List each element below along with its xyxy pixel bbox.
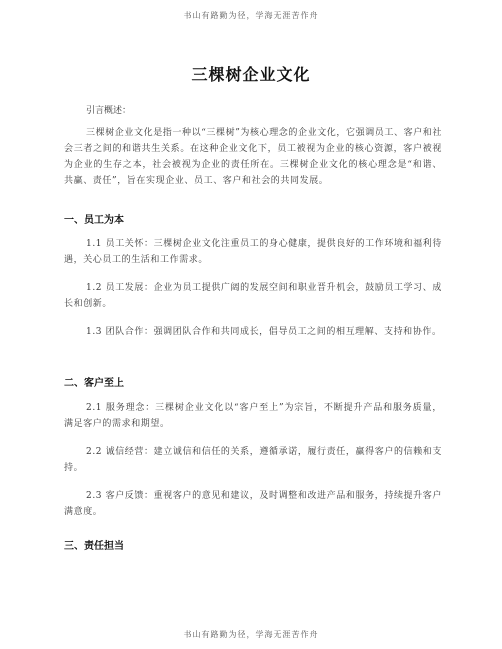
section-heading-3: 三、责任担当 [64,541,124,552]
section-heading-2: 二、客户至上 [64,378,124,389]
section-2-item-3: 2.3 客户反馈：重视客户的意见和建议，及时调整和改进产品和服务，持续提升客户满意度。 [64,491,442,517]
section-heading-1: 一、员工为本 [64,215,124,226]
footer-motto: 书山有路勤为径，学海无涯苦作舟 [183,630,319,639]
section-1-item-1: 1.1 员工关怀：三棵树企业文化注重员工的身心健康，提供良好的工作环境和福利待遇，关心员工的生活和工作需求。 [64,239,442,265]
section-2-item-1: 2.1 服务理念：三棵树企业文化以“客户至上”为宗旨，不断提升产品和服务质量，满足客户的需求和期望。 [64,403,442,429]
document-title: 三棵树企业文化 [191,65,311,84]
section-1-item-2: 1.2 员工发展：企业为员工提供广阔的发展空间和职业晋升机会，鼓励员工学习、成长和创新。 [64,283,442,309]
section-1-item-3: 1.3 团队合作：强调团队合作和共同成长，倡导员工之间的相互理解、支持和协作。 [86,327,442,337]
header-motto: 书山有路勤为径，学海无涯苦作舟 [183,11,319,20]
intro-label: 引言概述： [86,106,132,116]
intro-paragraph: 三棵树企业文化是指一种以“三棵树”为核心理念的企业文化，它强调员工、客户和社会三者之间的和谐共生关系。在这种企业文化下，员工被视为企业的核心资源，客户被视为企业的生存之本，社会被视为企业的责任所在。三棵树企业文化的核心理念是“和谐、共赢、责任”，旨在实现企业、员工、客户和社会的共同发展。 [64,128,443,186]
section-2-item-2: 2.2 诚信经营：建立诚信和信任的关系，遵循承诺，履行责任，赢得客户的信赖和支持。 [64,447,442,473]
